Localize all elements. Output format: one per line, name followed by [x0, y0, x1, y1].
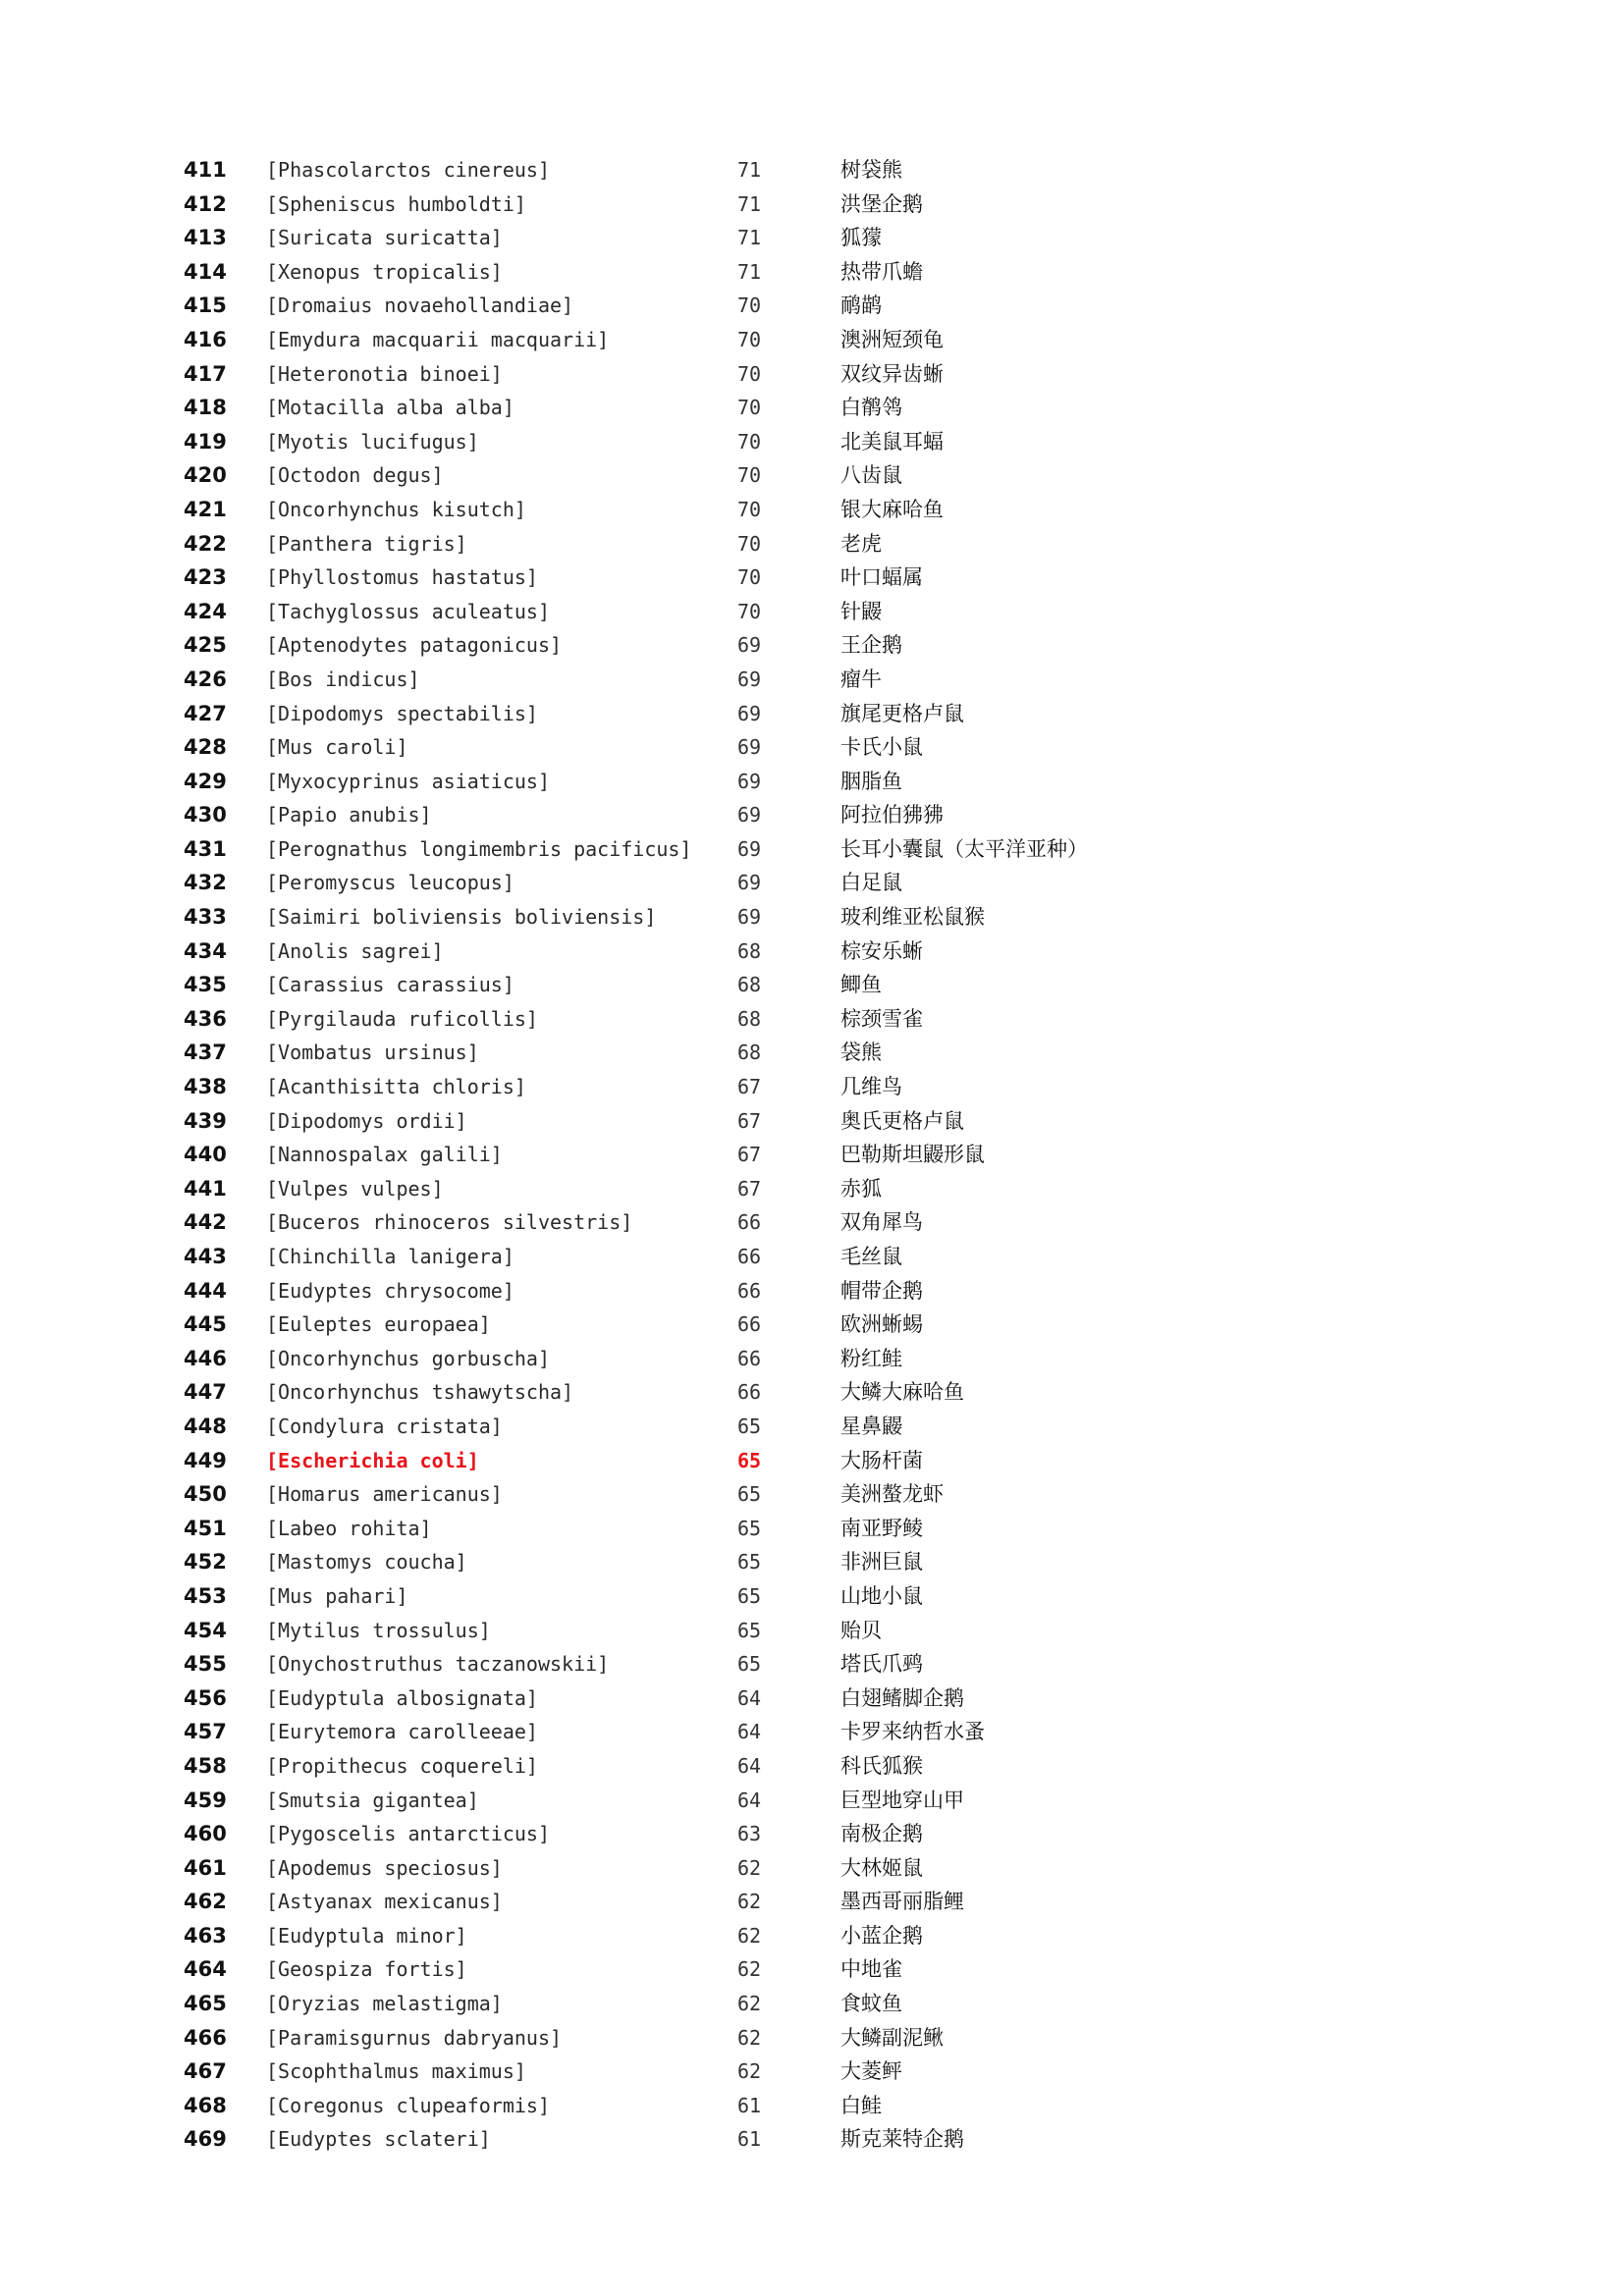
table-row — [0, 1036, 1624, 1070]
rank-cell: 467 — [184, 2059, 227, 2084]
table-row — [0, 2122, 1624, 2157]
count-cell: 64 — [737, 1685, 762, 1710]
rank-cell: 426 — [184, 667, 227, 691]
table-row — [0, 1851, 1624, 1886]
rank-cell: 414 — [184, 259, 227, 284]
chinese-name-cell: 卡氏小鼠 — [840, 735, 923, 760]
rank-cell: 464 — [184, 1957, 227, 1982]
rank-cell: 428 — [184, 735, 227, 760]
chinese-name-cell: 南亚野鲮 — [840, 1516, 923, 1540]
count-cell: 71 — [737, 191, 762, 216]
rank-cell: 425 — [184, 633, 227, 658]
count-cell: 70 — [737, 361, 762, 386]
table-row — [0, 2089, 1624, 2123]
scientific-name-cell: [Anolis sagrei] — [266, 938, 444, 963]
table-row — [0, 1647, 1624, 1682]
scientific-name-cell: [Nannospalax galili] — [266, 1143, 503, 1167]
table-row — [0, 2021, 1624, 2056]
rank-cell: 420 — [184, 463, 227, 488]
rank-cell: 450 — [184, 1482, 227, 1507]
chinese-name-cell: 巴勒斯坦鼹形鼠 — [840, 1143, 985, 1167]
chinese-name-cell: 白鹡鸰 — [840, 396, 902, 420]
chinese-name-cell: 奥氏更格卢鼠 — [840, 1108, 964, 1133]
scientific-name-cell: [Emydura macquarii macquarii] — [266, 327, 610, 351]
chinese-name-cell: 大鳞副泥鳅 — [840, 2025, 944, 2050]
scientific-name-cell: [Mytilus trossulus] — [266, 1618, 491, 1642]
rank-cell: 422 — [184, 531, 227, 556]
scientific-name-cell: [Eudyptes chrysocome] — [266, 1278, 514, 1303]
chinese-name-cell: 巨型地穿山甲 — [840, 1788, 964, 1812]
scientific-name-cell: [Apodemus speciosus] — [266, 1855, 503, 1880]
count-cell: 67 — [737, 1143, 762, 1167]
rank-cell: 412 — [184, 191, 227, 216]
rank-cell: 423 — [184, 565, 227, 590]
scientific-name-cell: [Aptenodytes patagonicus] — [266, 633, 563, 658]
scientific-name-cell: [Smutsia gigantea] — [266, 1788, 479, 1812]
table-row — [0, 323, 1624, 357]
table-row — [0, 765, 1624, 799]
scientific-name-cell: [Dipodomys ordii] — [266, 1108, 467, 1133]
rank-cell: 469 — [184, 2127, 227, 2152]
count-cell: 62 — [737, 1992, 762, 2016]
chinese-name-cell: 贻贝 — [840, 1618, 882, 1642]
chinese-name-cell: 叶口蝠属 — [840, 565, 923, 590]
count-cell: 67 — [737, 1108, 762, 1133]
count-cell: 62 — [737, 1855, 762, 1880]
rank-cell: 468 — [184, 2093, 227, 2117]
table-row — [0, 934, 1624, 969]
chinese-name-cell: 星鼻鼹 — [840, 1414, 902, 1438]
table-row — [0, 1715, 1624, 1749]
scientific-name-cell: [Phascolarctos cinereus] — [266, 158, 550, 182]
rank-cell: 427 — [184, 701, 227, 725]
scientific-name-cell: [Condylura cristata] — [266, 1414, 503, 1438]
chinese-name-cell: 赤狐 — [840, 1176, 882, 1201]
chinese-name-cell: 科氏狐猴 — [840, 1753, 923, 1778]
chinese-name-cell: 树袋熊 — [840, 158, 902, 182]
table-row — [0, 1919, 1624, 1953]
table-row — [0, 1002, 1624, 1037]
count-cell: 71 — [737, 259, 762, 284]
scientific-name-cell: [Escherichia coli] — [266, 1448, 479, 1472]
table-row — [0, 391, 1624, 425]
count-cell: 65 — [737, 1652, 762, 1677]
chinese-name-cell: 鲫鱼 — [840, 973, 882, 997]
table-row — [0, 1885, 1624, 1919]
chinese-name-cell: 澳洲短颈龟 — [840, 327, 944, 351]
rank-cell: 466 — [184, 2025, 227, 2050]
table-row — [0, 289, 1624, 323]
chinese-name-cell: 大菱鲆 — [840, 2059, 902, 2084]
scientific-name-cell: [Spheniscus humboldti] — [266, 191, 526, 216]
count-cell: 70 — [737, 294, 762, 318]
scientific-name-cell: [Oncorhynchus kisutch] — [266, 497, 526, 521]
count-cell: 64 — [737, 1753, 762, 1778]
chinese-name-cell: 长耳小囊鼠（太平洋亚种） — [840, 836, 1088, 861]
table-row — [0, 458, 1624, 493]
chinese-name-cell: 洪堡企鹅 — [840, 191, 923, 216]
scientific-name-cell: [Bos indicus] — [266, 667, 420, 691]
chinese-name-cell: 胭脂鱼 — [840, 769, 902, 793]
rank-cell: 449 — [184, 1448, 227, 1472]
scientific-name-cell: [Heteronotia binoei] — [266, 361, 503, 386]
table-row — [0, 1614, 1624, 1648]
table-row — [0, 1205, 1624, 1240]
rank-cell: 463 — [184, 1923, 227, 1948]
chinese-name-cell: 白翅鳍脚企鹅 — [840, 1685, 964, 1710]
rank-cell: 434 — [184, 938, 227, 963]
count-cell: 69 — [737, 769, 762, 793]
rank-cell: 424 — [184, 599, 227, 623]
table-row — [0, 1240, 1624, 1274]
chinese-name-cell: 北美鼠耳蝠 — [840, 429, 944, 454]
table-row — [0, 1138, 1624, 1172]
count-cell: 62 — [737, 1890, 762, 1914]
count-cell: 62 — [737, 1923, 762, 1948]
count-cell: 66 — [737, 1346, 762, 1370]
count-cell: 65 — [737, 1516, 762, 1540]
chinese-name-cell: 旗尾更格卢鼠 — [840, 701, 964, 725]
rank-cell: 452 — [184, 1550, 227, 1575]
table-row — [0, 595, 1624, 629]
chinese-name-cell: 银大麻哈鱼 — [840, 497, 944, 521]
chinese-name-cell: 小蓝企鹅 — [840, 1923, 923, 1948]
table-row-highlighted — [0, 1444, 1624, 1478]
count-cell: 61 — [737, 2093, 762, 2117]
chinese-name-cell: 白鲑 — [840, 2093, 882, 2117]
scientific-name-cell: [Carassius carassius] — [266, 973, 514, 997]
rank-cell: 415 — [184, 294, 227, 318]
table-row — [0, 900, 1624, 934]
count-cell: 67 — [737, 1176, 762, 1201]
chinese-name-cell: 粉红鲑 — [840, 1346, 902, 1370]
count-cell: 69 — [737, 667, 762, 691]
table-row — [0, 1784, 1624, 1818]
table-row — [0, 1817, 1624, 1851]
count-cell: 62 — [737, 2059, 762, 2084]
chinese-name-cell: 双角犀鸟 — [840, 1210, 923, 1235]
rank-cell: 419 — [184, 429, 227, 454]
table-row — [0, 1342, 1624, 1376]
rank-cell: 457 — [184, 1720, 227, 1744]
count-cell: 65 — [737, 1550, 762, 1575]
count-cell: 69 — [737, 905, 762, 930]
table-row — [0, 2055, 1624, 2089]
rank-cell: 435 — [184, 973, 227, 997]
count-cell: 68 — [737, 1041, 762, 1065]
chinese-name-cell: 美洲螯龙虾 — [840, 1482, 944, 1507]
table-row — [0, 1952, 1624, 1987]
table-row — [0, 221, 1624, 255]
scientific-name-cell: [Eurytemora carolleeae] — [266, 1720, 538, 1744]
chinese-name-cell: 王企鹅 — [840, 633, 902, 658]
count-cell: 61 — [737, 2127, 762, 2152]
table-row — [0, 968, 1624, 1002]
table-row — [0, 1579, 1624, 1614]
rank-cell: 437 — [184, 1041, 227, 1065]
scientific-name-cell: [Chinchilla lanigera] — [266, 1245, 514, 1268]
chinese-name-cell: 针鼹 — [840, 599, 882, 623]
scientific-name-cell: [Scophthalmus maximus] — [266, 2059, 526, 2084]
rank-cell: 451 — [184, 1516, 227, 1540]
table-row — [0, 1545, 1624, 1579]
rank-cell: 440 — [184, 1143, 227, 1167]
chinese-name-cell: 瘤牛 — [840, 667, 882, 691]
rank-cell: 439 — [184, 1108, 227, 1133]
scientific-name-cell: [Homarus americanus] — [266, 1482, 503, 1507]
count-cell: 66 — [737, 1278, 762, 1303]
rank-cell: 462 — [184, 1890, 227, 1914]
rank-cell: 448 — [184, 1414, 227, 1438]
chinese-name-cell: 棕颈雪雀 — [840, 1006, 923, 1031]
rank-cell: 431 — [184, 836, 227, 861]
rank-cell: 444 — [184, 1278, 227, 1303]
count-cell: 65 — [737, 1618, 762, 1642]
chinese-name-cell: 大林姬鼠 — [840, 1855, 923, 1880]
scientific-name-cell: [Perognathus longimembris pacificus] — [266, 836, 692, 861]
table-row — [0, 832, 1624, 867]
scientific-name-cell: [Acanthisitta chloris] — [266, 1075, 526, 1099]
count-cell: 66 — [737, 1245, 762, 1268]
scientific-name-cell: [Dromaius novaehollandiae] — [266, 294, 574, 318]
rank-cell: 465 — [184, 1992, 227, 2016]
scientific-name-cell: [Oryzias melastigma] — [266, 1992, 503, 2016]
scientific-name-cell: [Dipodomys spectabilis] — [266, 701, 538, 725]
rank-cell: 411 — [184, 158, 227, 182]
scientific-name-cell: [Phyllostomus hastatus] — [266, 565, 538, 590]
chinese-name-cell: 双纹异齿蜥 — [840, 361, 944, 386]
scientific-name-cell: [Pygoscelis antarcticus] — [266, 1822, 550, 1846]
scientific-name-cell: [Motacilla alba alba] — [266, 396, 514, 420]
chinese-name-cell: 毛丝鼠 — [840, 1245, 902, 1268]
rank-cell: 460 — [184, 1822, 227, 1846]
table-row — [0, 255, 1624, 290]
table-row — [0, 1070, 1624, 1104]
scientific-name-cell: [Myxocyprinus asiaticus] — [266, 769, 550, 793]
table-row — [0, 1512, 1624, 1546]
chinese-name-cell: 塔氏爪鹀 — [840, 1652, 923, 1677]
scientific-name-cell: [Onychostruthus taczanowskii] — [266, 1652, 610, 1677]
chinese-name-cell: 大肠杆菌 — [840, 1448, 923, 1472]
count-cell: 69 — [737, 836, 762, 861]
count-cell: 66 — [737, 1312, 762, 1337]
count-cell: 68 — [737, 973, 762, 997]
scientific-name-cell: [Panthera tigris] — [266, 531, 467, 556]
count-cell: 65 — [737, 1583, 762, 1608]
count-cell: 66 — [737, 1380, 762, 1405]
rank-cell: 413 — [184, 226, 227, 250]
table-row — [0, 493, 1624, 527]
rank-cell: 421 — [184, 497, 227, 521]
chinese-name-cell: 热带爪蟾 — [840, 259, 923, 284]
species-table — [0, 153, 1624, 2157]
chinese-name-cell: 袋熊 — [840, 1041, 882, 1065]
scientific-name-cell: [Peromyscus leucopus] — [266, 871, 514, 895]
count-cell: 65 — [737, 1448, 762, 1472]
chinese-name-cell: 中地雀 — [840, 1957, 902, 1982]
scientific-name-cell: [Saimiri boliviensis boliviensis] — [266, 905, 657, 930]
rank-cell: 443 — [184, 1245, 227, 1268]
scientific-name-cell: [Euleptes europaea] — [266, 1312, 491, 1337]
count-cell: 70 — [737, 599, 762, 623]
scientific-name-cell: [Oncorhynchus tshawytscha] — [266, 1380, 574, 1405]
rank-cell: 430 — [184, 803, 227, 828]
chinese-name-cell: 玻利维亚松鼠猴 — [840, 905, 985, 930]
count-cell: 69 — [737, 633, 762, 658]
scientific-name-cell: [Mus caroli] — [266, 735, 408, 760]
count-cell: 70 — [737, 327, 762, 351]
chinese-name-cell: 大鳞大麻哈鱼 — [840, 1380, 964, 1405]
table-row — [0, 1104, 1624, 1139]
chinese-name-cell: 欧洲蜥蜴 — [840, 1312, 923, 1337]
rank-cell: 454 — [184, 1618, 227, 1642]
count-cell: 62 — [737, 2025, 762, 2050]
rank-cell: 458 — [184, 1753, 227, 1778]
table-row — [0, 663, 1624, 697]
table-row — [0, 1375, 1624, 1410]
scientific-name-cell: [Coregonus clupeaformis] — [266, 2093, 550, 2117]
table-row — [0, 425, 1624, 459]
rank-cell: 416 — [184, 327, 227, 351]
chinese-name-cell: 老虎 — [840, 531, 882, 556]
rank-cell: 432 — [184, 871, 227, 895]
rank-cell: 436 — [184, 1006, 227, 1031]
count-cell: 65 — [737, 1482, 762, 1507]
count-cell: 66 — [737, 1210, 762, 1235]
chinese-name-cell: 阿拉伯狒狒 — [840, 803, 944, 828]
scientific-name-cell: [Eudyptes sclateri] — [266, 2127, 491, 2152]
table-row — [0, 628, 1624, 663]
rank-cell: 417 — [184, 361, 227, 386]
rank-cell: 433 — [184, 905, 227, 930]
scientific-name-cell: [Eudyptula minor] — [266, 1923, 467, 1948]
rank-cell: 418 — [184, 396, 227, 420]
count-cell: 69 — [737, 735, 762, 760]
table-row — [0, 1477, 1624, 1512]
count-cell: 69 — [737, 701, 762, 725]
chinese-name-cell: 南极企鹅 — [840, 1822, 923, 1846]
chinese-name-cell: 墨西哥丽脂鲤 — [840, 1890, 964, 1914]
count-cell: 69 — [737, 803, 762, 828]
chinese-name-cell: 帽带企鹅 — [840, 1278, 923, 1303]
chinese-name-cell: 鸸鹋 — [840, 294, 882, 318]
count-cell: 70 — [737, 565, 762, 590]
chinese-name-cell: 非洲巨鼠 — [840, 1550, 923, 1575]
scientific-name-cell: [Buceros rhinoceros silvestris] — [266, 1210, 633, 1235]
table-row — [0, 1172, 1624, 1206]
rank-cell: 456 — [184, 1685, 227, 1710]
chinese-name-cell: 斯克莱特企鹅 — [840, 2127, 964, 2152]
rank-cell: 447 — [184, 1380, 227, 1405]
chinese-name-cell: 棕安乐蜥 — [840, 938, 923, 963]
table-row — [0, 1682, 1624, 1716]
rank-cell: 445 — [184, 1312, 227, 1337]
count-cell: 65 — [737, 1414, 762, 1438]
rank-cell: 455 — [184, 1652, 227, 1677]
scientific-name-cell: [Astyanax mexicanus] — [266, 1890, 503, 1914]
scientific-name-cell: [Vombatus ursinus] — [266, 1041, 479, 1065]
table-row — [0, 1308, 1624, 1342]
scientific-name-cell: [Tachyglossus aculeatus] — [266, 599, 550, 623]
table-row — [0, 730, 1624, 765]
rank-cell: 459 — [184, 1788, 227, 1812]
table-row — [0, 1274, 1624, 1308]
scientific-name-cell: [Myotis lucifugus] — [266, 429, 479, 454]
table-row — [0, 866, 1624, 900]
rank-cell: 429 — [184, 769, 227, 793]
scientific-name-cell: [Oncorhynchus gorbuscha] — [266, 1346, 550, 1370]
chinese-name-cell: 狐獴 — [840, 226, 882, 250]
scientific-name-cell: [Eudyptula albosignata] — [266, 1685, 538, 1710]
chinese-name-cell: 白足鼠 — [840, 871, 902, 895]
count-cell: 71 — [737, 158, 762, 182]
scientific-name-cell: [Paramisgurnus dabryanus] — [266, 2025, 563, 2050]
count-cell: 69 — [737, 871, 762, 895]
scientific-name-cell: [Xenopus tropicalis] — [266, 259, 503, 284]
rank-cell: 461 — [184, 1855, 227, 1880]
chinese-name-cell: 食蚊鱼 — [840, 1992, 902, 2016]
count-cell: 64 — [737, 1788, 762, 1812]
table-row — [0, 1410, 1624, 1444]
scientific-name-cell: [Octodon degus] — [266, 463, 444, 488]
table-row — [0, 527, 1624, 561]
chinese-name-cell: 山地小鼠 — [840, 1583, 923, 1608]
count-cell: 63 — [737, 1822, 762, 1846]
rank-cell: 442 — [184, 1210, 227, 1235]
count-cell: 70 — [737, 429, 762, 454]
chinese-name-cell: 几维鸟 — [840, 1075, 902, 1099]
scientific-name-cell: [Geospiza fortis] — [266, 1957, 467, 1982]
chinese-name-cell: 卡罗来纳哲水蚤 — [840, 1720, 985, 1744]
scientific-name-cell: [Labeo rohita] — [266, 1516, 432, 1540]
table-row — [0, 697, 1624, 731]
table-row — [0, 357, 1624, 392]
scientific-name-cell: [Suricata suricatta] — [266, 226, 503, 250]
rank-cell: 446 — [184, 1346, 227, 1370]
table-row — [0, 798, 1624, 832]
table-row — [0, 187, 1624, 222]
scientific-name-cell: [Pyrgilauda ruficollis] — [266, 1006, 538, 1031]
scientific-name-cell: [Mus pahari] — [266, 1583, 408, 1608]
table-row — [0, 153, 1624, 187]
scientific-name-cell: [Mastomys coucha] — [266, 1550, 467, 1575]
scientific-name-cell: [Vulpes vulpes] — [266, 1176, 444, 1201]
rank-cell: 441 — [184, 1176, 227, 1201]
count-cell: 64 — [737, 1720, 762, 1744]
count-cell: 62 — [737, 1957, 762, 1982]
count-cell: 71 — [737, 226, 762, 250]
scientific-name-cell: [Propithecus coquereli] — [266, 1753, 538, 1778]
count-cell: 68 — [737, 938, 762, 963]
table-row — [0, 561, 1624, 595]
rank-cell: 453 — [184, 1583, 227, 1608]
chinese-name-cell: 八齿鼠 — [840, 463, 902, 488]
count-cell: 70 — [737, 463, 762, 488]
count-cell: 70 — [737, 531, 762, 556]
rank-cell: 438 — [184, 1075, 227, 1099]
count-cell: 67 — [737, 1075, 762, 1099]
table-row — [0, 1749, 1624, 1784]
count-cell: 70 — [737, 396, 762, 420]
table-row — [0, 1987, 1624, 2021]
scientific-name-cell: [Papio anubis] — [266, 803, 432, 828]
count-cell: 70 — [737, 497, 762, 521]
count-cell: 68 — [737, 1006, 762, 1031]
